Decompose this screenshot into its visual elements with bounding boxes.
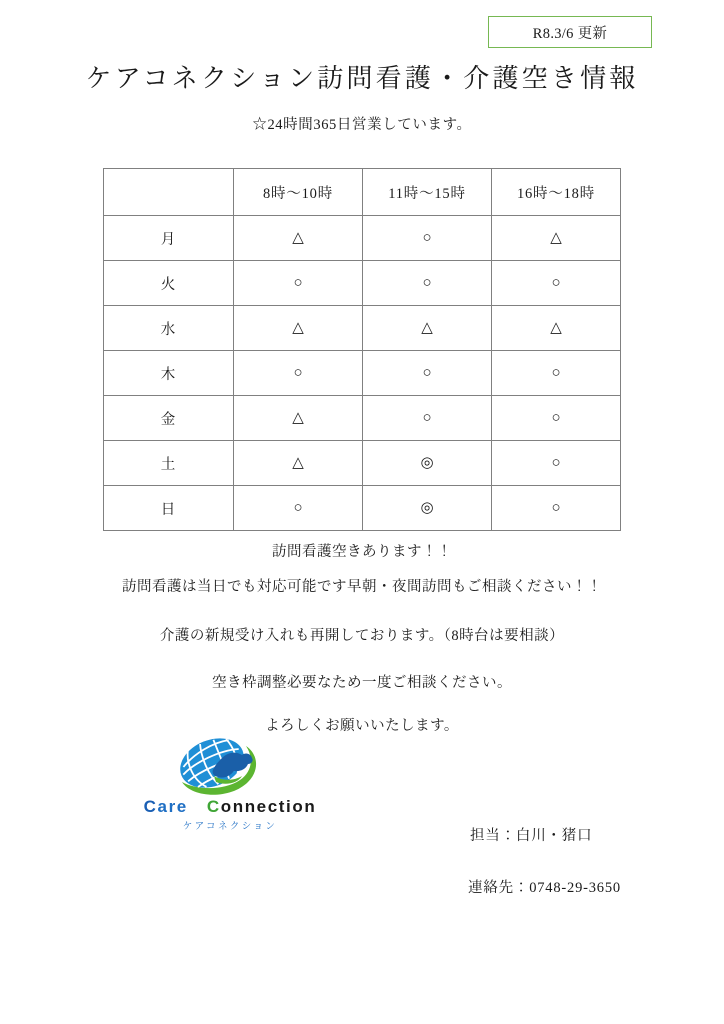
day-label: 火 bbox=[104, 261, 234, 306]
availability-mark: ◎ bbox=[363, 486, 492, 531]
table-body bbox=[104, 216, 621, 531]
note-line: 空き枠調整必要なため一度ご相談ください。 bbox=[212, 674, 512, 691]
day-label: 木 bbox=[104, 351, 234, 396]
column-header-slot-2: 11時～15時 bbox=[363, 169, 492, 216]
note-line: 訪問看護は当日でも対応可能です早朝・夜間訪問もご相談ください！！ bbox=[122, 578, 602, 595]
table-row bbox=[104, 261, 621, 306]
table-header-row bbox=[104, 169, 621, 216]
availability-mark: ○ bbox=[234, 351, 363, 396]
note-line: よろしくお願いいたします。 bbox=[265, 718, 459, 734]
availability-mark: △ bbox=[363, 306, 492, 351]
update-stamp-box bbox=[488, 16, 652, 48]
page-title: ケアコネクション訪問看護・介護空き情報 bbox=[85, 64, 639, 93]
availability-mark: ○ bbox=[492, 486, 621, 531]
logo-connection-rest: onnection bbox=[220, 797, 317, 816]
logo-care-initial: C bbox=[143, 797, 158, 816]
table-row bbox=[104, 396, 621, 441]
notes-block bbox=[0, 545, 724, 734]
day-label: 日 bbox=[104, 486, 234, 531]
table-row bbox=[104, 216, 621, 261]
column-header-day bbox=[104, 169, 234, 216]
logo-wordmark bbox=[140, 798, 320, 815]
availability-mark: △ bbox=[492, 306, 621, 351]
table-row bbox=[104, 351, 621, 396]
availability-mark: ○ bbox=[492, 351, 621, 396]
logo-connection-initial: C bbox=[206, 797, 221, 816]
table-row bbox=[104, 441, 621, 486]
availability-mark: ○ bbox=[234, 261, 363, 306]
availability-mark: ○ bbox=[363, 351, 492, 396]
contact-phone: 連絡先：0748-29-3650 bbox=[468, 880, 621, 896]
availability-mark: △ bbox=[234, 441, 363, 486]
availability-mark: △ bbox=[492, 216, 621, 261]
day-label: 月 bbox=[104, 216, 234, 261]
table-row bbox=[104, 486, 621, 531]
availability-mark: ○ bbox=[492, 396, 621, 441]
table-row bbox=[104, 306, 621, 351]
update-stamp-text: R8.3/6 更新 bbox=[532, 25, 608, 42]
logo-word-connection bbox=[207, 797, 317, 816]
column-header-slot-3: 16時～18時 bbox=[492, 169, 621, 216]
day-label: 金 bbox=[104, 396, 234, 441]
availability-mark: ○ bbox=[492, 261, 621, 306]
availability-table bbox=[103, 168, 621, 531]
availability-mark: ○ bbox=[492, 441, 621, 486]
page-subtitle: ☆24時間365日営業しています。 bbox=[252, 117, 472, 133]
company-logo bbox=[140, 736, 320, 836]
availability-table-container bbox=[103, 168, 621, 531]
column-header-slot-1: 8時～10時 bbox=[234, 169, 363, 216]
availability-mark: ○ bbox=[363, 261, 492, 306]
contact-person: 担当：白川・猪口 bbox=[470, 828, 593, 844]
day-label: 土 bbox=[104, 441, 234, 486]
availability-mark: ○ bbox=[363, 216, 492, 261]
logo-kana-subtitle: ケアコネクション bbox=[182, 821, 278, 832]
day-label: 水 bbox=[104, 306, 234, 351]
availability-mark: △ bbox=[234, 306, 363, 351]
logo-care-rest: are bbox=[157, 797, 188, 816]
table-header bbox=[104, 169, 621, 216]
availability-mark: ◎ bbox=[363, 441, 492, 486]
availability-mark: ○ bbox=[363, 396, 492, 441]
availability-mark: ○ bbox=[234, 486, 363, 531]
globe-network-icon bbox=[168, 736, 264, 798]
availability-mark: △ bbox=[234, 396, 363, 441]
note-line: 介護の新規受け入れも再開しております。（8時台は要相談） bbox=[159, 628, 565, 644]
note-line: 訪問看護空きあります！！ bbox=[272, 544, 452, 560]
logo-word-care bbox=[144, 797, 188, 816]
availability-mark: △ bbox=[234, 216, 363, 261]
